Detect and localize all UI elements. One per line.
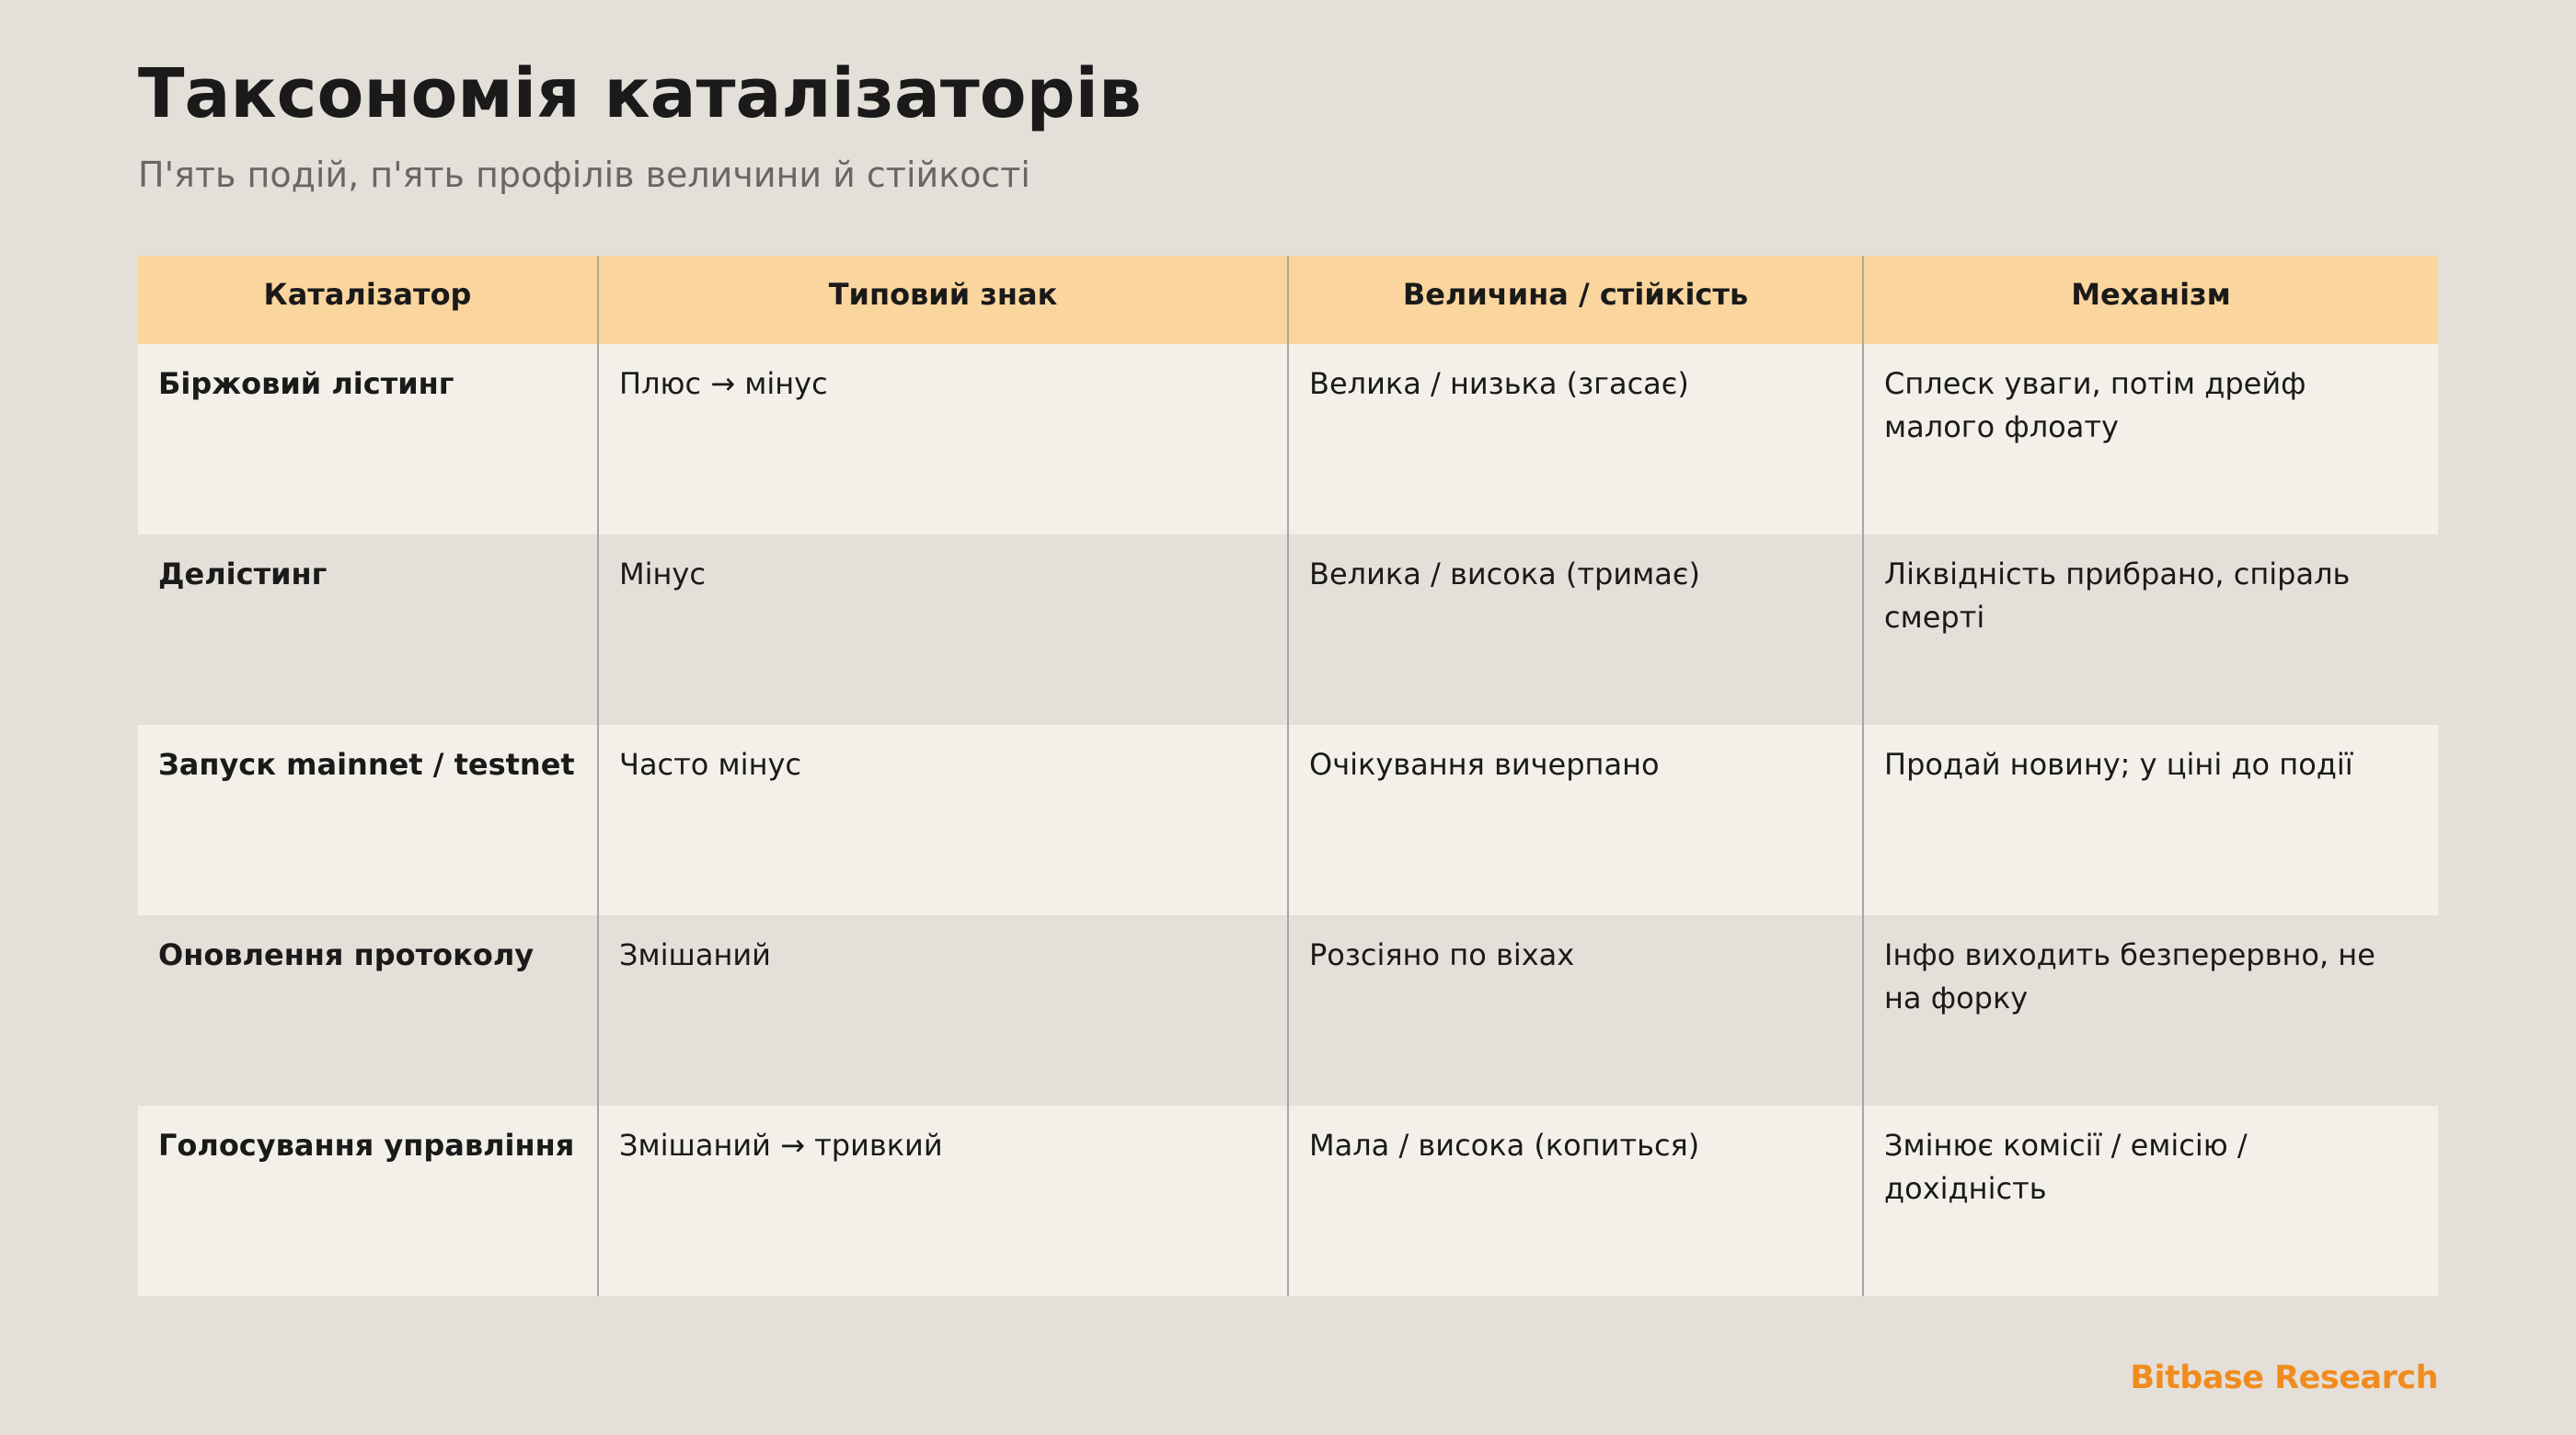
- brand-logo-text: Bitbase Research: [2130, 1360, 2438, 1396]
- cell-mechanism: Ліквідність прибрано, спіраль смерті: [1863, 534, 2438, 725]
- cell-catalyst: Запуск mainnet / testnet: [138, 725, 598, 915]
- cell-magnitude: Мала / висока (копиться): [1288, 1106, 1863, 1296]
- column-header-sign: Типовий знак: [598, 256, 1288, 344]
- cell-sign: Змішаний → тривкий: [598, 1106, 1288, 1296]
- cell-magnitude: Велика / низька (згасає): [1288, 344, 1863, 534]
- column-header-catalyst: Каталізатор: [138, 256, 598, 344]
- cell-mechanism: Сплеск уваги, потім дрейф малого флоату: [1863, 344, 2438, 534]
- cell-sign: Плюс → мінус: [598, 344, 1288, 534]
- cell-magnitude: Розсіяно по віхах: [1288, 915, 1863, 1106]
- table-header-row: [138, 256, 2438, 344]
- table-row: [138, 1106, 2438, 1296]
- table-row: [138, 534, 2438, 725]
- cell-catalyst: Біржовий лістинг: [138, 344, 598, 534]
- cell-catalyst: Голосування управління: [138, 1106, 598, 1296]
- cell-mechanism: Продай новину; у ціні до події: [1863, 725, 2438, 915]
- catalyst-table: [138, 256, 2438, 1296]
- page-subtitle: П'ять подій, п'ять профілів величини й стійкості: [138, 155, 1030, 195]
- page-title: Таксономія каталізаторів: [138, 54, 1142, 133]
- cell-catalyst: Оновлення протоколу: [138, 915, 598, 1106]
- table-row: [138, 915, 2438, 1106]
- column-header-mechanism: Механізм: [1863, 256, 2438, 344]
- cell-catalyst: Делістинг: [138, 534, 598, 725]
- cell-magnitude: Велика / висока (тримає): [1288, 534, 1863, 725]
- cell-sign: Мінус: [598, 534, 1288, 725]
- cell-magnitude: Очікування вичерпано: [1288, 725, 1863, 915]
- column-header-magnitude: Величина / стійкість: [1288, 256, 1863, 344]
- cell-sign: Змішаний: [598, 915, 1288, 1106]
- cell-sign: Часто мінус: [598, 725, 1288, 915]
- cell-mechanism: Інфо виходить безперервно, не на форку: [1863, 915, 2438, 1106]
- table-row: [138, 725, 2438, 915]
- cell-mechanism: Змінює комісії / емісію / дохідність: [1863, 1106, 2438, 1296]
- table-row: [138, 344, 2438, 534]
